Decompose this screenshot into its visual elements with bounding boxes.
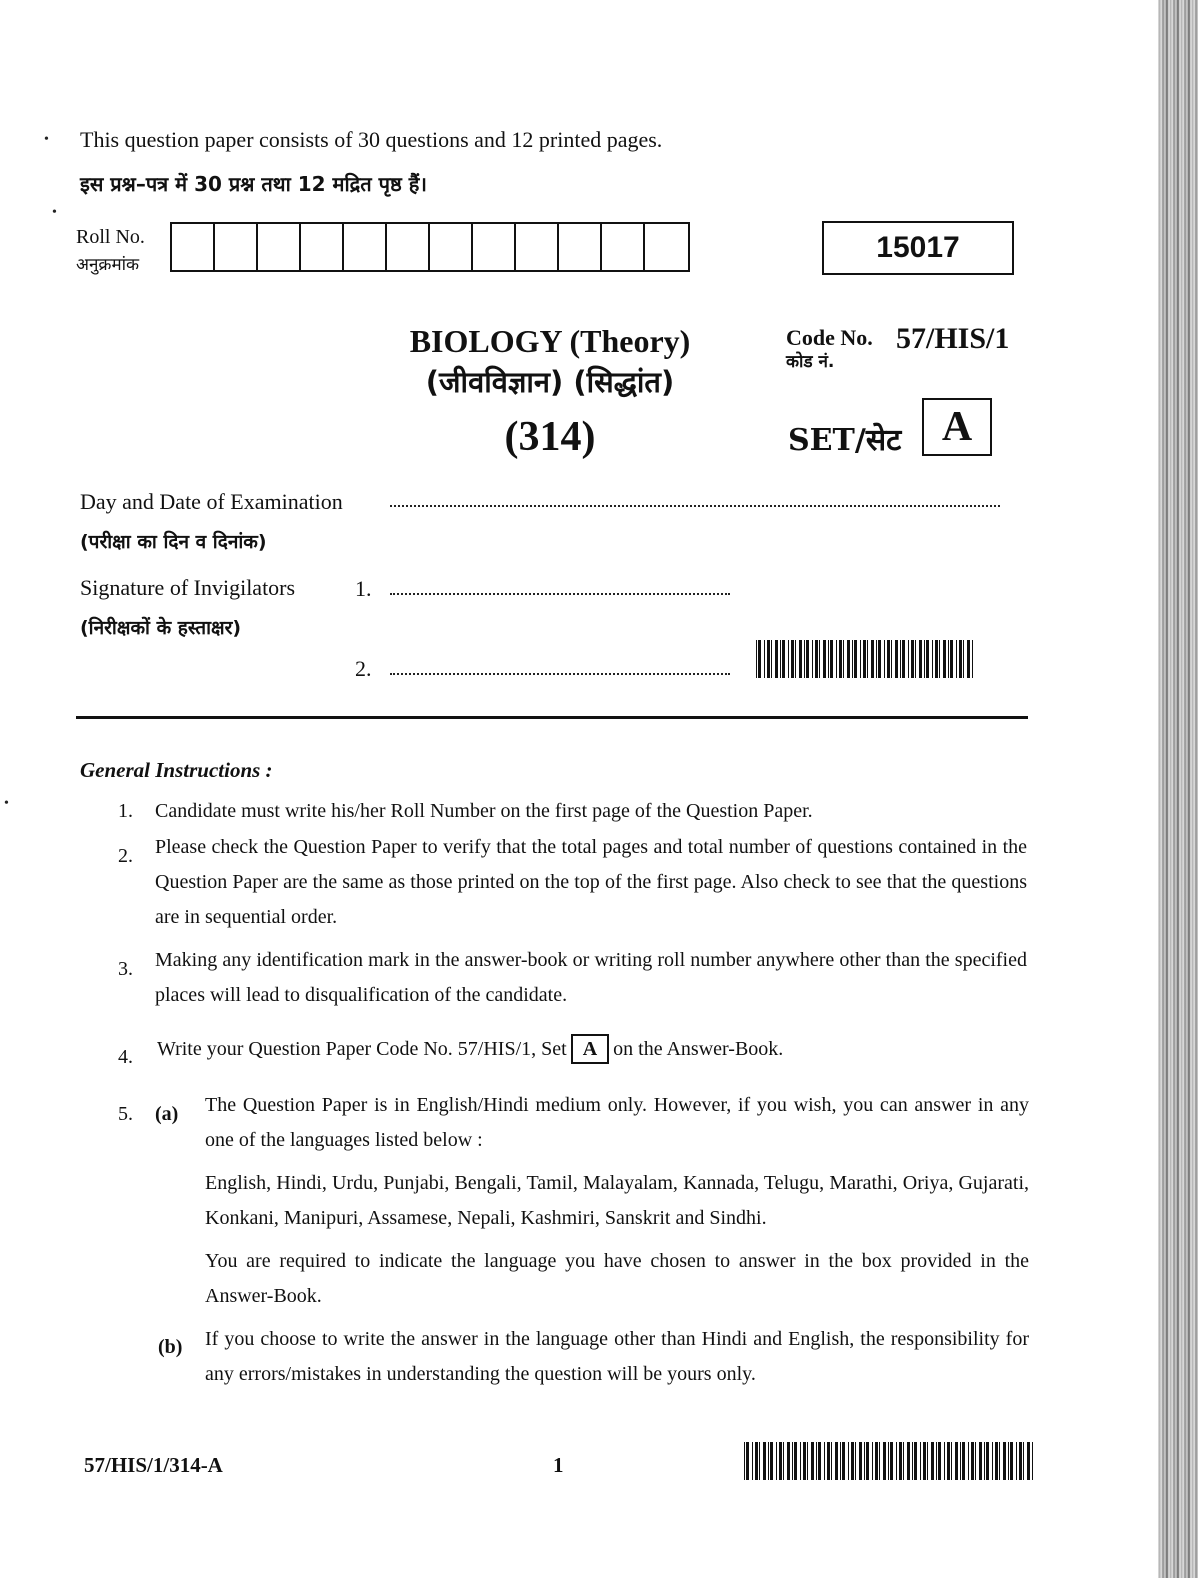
barcode-bar	[915, 640, 916, 678]
roll-digit-box[interactable]	[645, 224, 688, 270]
barcode-bar	[955, 1442, 958, 1480]
instruction-2-text: Please check the Question Paper to verify that the total pages and total number of questions contained in the Question Paper are the same as those printed on the top of the first page. Also check to see that the questions are in sequential order.	[155, 836, 1027, 928]
barcode-bar	[975, 1442, 976, 1480]
barcode-bar	[792, 1442, 793, 1480]
roll-digit-box[interactable]	[430, 224, 473, 270]
instruction-5a-note: You are required to indicate the language you have chosen to answer in the box provided in the Answer-Book.	[205, 1250, 1029, 1307]
barcode-bar	[986, 1442, 989, 1480]
scan-speck: •	[44, 132, 49, 147]
barcode-bar	[960, 1442, 961, 1480]
barcode-bar	[891, 640, 892, 678]
barcode-bar	[776, 1442, 777, 1480]
barcode-bar	[939, 640, 940, 678]
invigilator-2-number: 2.	[355, 656, 372, 681]
barcode-bar	[840, 1442, 841, 1480]
barcode-bar	[763, 1442, 766, 1480]
barcode-bar	[875, 1442, 878, 1480]
set-label: SET/सेट	[788, 423, 902, 458]
pages-info-en: This question paper consists of 30 questions and 12 printed pages.	[80, 127, 663, 152]
barcode-bar	[1003, 1442, 1006, 1480]
barcode-bar	[920, 1442, 921, 1480]
subject-title	[380, 323, 720, 461]
instruction-1-text: Candidate must write his/her Roll Number on the first page of the Question Paper.	[155, 800, 813, 822]
barcode-bar	[895, 640, 898, 678]
barcode-bar	[1008, 1442, 1009, 1480]
barcode-bar	[803, 1442, 806, 1480]
barcode-bar	[872, 1442, 873, 1480]
instruction-5a-languages: English, Hindi, Urdu, Punjabi, Bengali, Tamil, Malayalam, Kannada, Telugu, Marathi, Oriya, Gujarati, Konkani, Manipuri, Assamese, Nepali, Kashmiri, Sanskrit and Sindhi.	[205, 1172, 1029, 1229]
barcode-bar	[791, 640, 794, 678]
pages-info-hi: इस प्रश्न–पत्र में 30 प्रश्न तथा 12 मद्रित पृष्ठ हैं।	[80, 172, 427, 196]
barcode-bar	[830, 640, 833, 678]
barcode-top	[756, 640, 976, 678]
barcode-bar	[764, 640, 765, 678]
exam-date-field[interactable]	[390, 505, 1000, 507]
barcode-bar	[938, 1442, 941, 1480]
barcode-bar	[900, 640, 901, 678]
barcode-bottom	[744, 1442, 1036, 1480]
barcode-bar	[823, 640, 826, 678]
instruction-2-number: 2.	[118, 845, 133, 867]
barcode-bar	[800, 1442, 801, 1480]
instruction-5a-text: The Question Paper is in English/Hindi medium only. However, if you wish, you can answer in any one of the languages listed below :	[205, 1094, 1029, 1151]
barcode-bar	[896, 1442, 897, 1480]
barcode-bar	[787, 1442, 790, 1480]
barcode-bar	[932, 640, 933, 678]
invigilator-label-hi: (निरीक्षकों के हस्ताक्षर)	[80, 617, 242, 639]
barcode-bar	[851, 1442, 854, 1480]
header-divider	[76, 716, 1028, 719]
barcode-bar	[767, 640, 770, 678]
subject-name-hi: (जीवविज्ञान) (सिद्धांत)	[425, 365, 675, 399]
barcode-bar	[827, 1442, 830, 1480]
roll-label-hi: अनुक्रमांक	[76, 255, 140, 275]
instruction-4-number: 4.	[118, 1046, 133, 1068]
barcode-bar	[782, 640, 785, 678]
instruction-4-set-box: A	[571, 1034, 609, 1064]
barcode-bar	[828, 640, 829, 678]
barcode-bar	[943, 640, 946, 678]
barcode-bar	[931, 1442, 934, 1480]
barcode-bar	[1027, 1442, 1030, 1480]
barcode-bar	[876, 640, 877, 678]
barcode-bar	[871, 640, 874, 678]
barcode-bar	[756, 640, 757, 678]
barcode-bar	[1010, 1442, 1013, 1480]
barcode-bar	[864, 1442, 865, 1480]
barcode-bar	[899, 1442, 902, 1480]
barcode-bar	[758, 640, 761, 678]
barcode-bar	[914, 1442, 917, 1480]
roll-label-en: Roll No.	[76, 226, 145, 248]
barcode-bar	[770, 1442, 773, 1480]
barcode-bar	[818, 1442, 821, 1480]
barcode-bar	[859, 1442, 862, 1480]
barcode-bar	[984, 1442, 985, 1480]
code-label-hi: कोड नं.	[786, 352, 835, 372]
barcode-bar	[860, 640, 861, 678]
barcode-bar	[951, 1442, 952, 1480]
roll-digit-box[interactable]	[258, 224, 301, 270]
invigilator-1-signature-field[interactable]	[390, 593, 730, 595]
scan-edge-shadow	[1158, 0, 1198, 1578]
barcode-bar	[923, 1442, 926, 1480]
barcode-bar	[883, 1442, 886, 1480]
roll-digit-box[interactable]	[387, 224, 430, 270]
barcode-bar	[963, 640, 964, 678]
barcode-bar	[907, 1442, 910, 1480]
barcode-bar	[816, 1442, 817, 1480]
barcode-bar	[968, 1442, 969, 1480]
invigilator-2-signature-field[interactable]	[390, 673, 730, 675]
barcode-bar	[847, 640, 850, 678]
barcode-bar	[768, 1442, 769, 1480]
roll-digit-box[interactable]	[301, 224, 344, 270]
footer-paper-code: 57/HIS/1/314-A	[84, 1453, 223, 1477]
scan-speck: •	[52, 205, 57, 220]
barcode-bar	[824, 1442, 825, 1480]
barcode-bar	[842, 1442, 845, 1480]
roll-digit-box[interactable]	[516, 224, 559, 270]
barcode-bar	[836, 640, 837, 678]
exam-date-label	[80, 484, 343, 560]
barcode-bar	[887, 640, 890, 678]
barcode-bar	[947, 1442, 950, 1480]
barcode-bar	[912, 1442, 913, 1480]
barcode-bar	[780, 640, 781, 678]
barcode-bar	[788, 640, 789, 678]
scan-speck: •	[4, 796, 9, 811]
exam-date-label-hi: (परीक्षा का दिन व दिनांक)	[80, 531, 267, 553]
barcode-bar	[878, 640, 881, 678]
barcode-bar	[902, 640, 905, 678]
roll-digit-box[interactable]	[473, 224, 516, 270]
invigilator-label-en: Signature of Invigilators	[80, 575, 296, 600]
barcode-bar	[999, 1442, 1000, 1480]
instruction-5b-label: (b)	[158, 1336, 183, 1358]
instruction-4-text	[157, 1032, 1029, 1067]
instruction-1-number: 1.	[118, 800, 133, 822]
instruction-5-number: 5.	[118, 1103, 133, 1125]
exam-date-label-en: Day and Date of Examination	[80, 489, 343, 514]
instruction-4-before: Write your Question Paper Code No. 57/HIS/1, Set	[157, 1038, 567, 1060]
barcode-bar	[962, 1442, 965, 1480]
barcode-bar	[794, 1442, 797, 1480]
barcode-bar	[919, 640, 922, 678]
barcode-bar	[908, 640, 909, 678]
barcode-bar	[911, 640, 914, 678]
code-label-en: Code No.	[786, 325, 873, 350]
barcode-bar	[1016, 1442, 1017, 1480]
barcode-bar	[948, 640, 949, 678]
barcode-bar	[971, 1442, 974, 1480]
barcode-bar	[956, 640, 957, 678]
roll-digit-box[interactable]	[215, 224, 258, 270]
barcode-bar	[866, 1442, 869, 1480]
barcode-bar	[835, 1442, 838, 1480]
barcode-bar	[959, 640, 962, 678]
code-value: 57/HIS/1	[896, 322, 1010, 355]
barcode-bar	[926, 640, 929, 678]
barcode-bar	[807, 1442, 808, 1480]
barcode-bar	[863, 640, 866, 678]
barcode-bar	[811, 1442, 814, 1480]
invigilator-1-number: 1.	[355, 576, 372, 601]
barcode-bar	[1023, 1442, 1024, 1480]
barcode-bar	[944, 1442, 945, 1480]
barcode-bar	[831, 1442, 832, 1480]
set-box: A	[922, 398, 992, 456]
barcode-bar	[1019, 1442, 1022, 1480]
barcode-bar	[995, 1442, 998, 1480]
barcode-bar	[935, 640, 938, 678]
barcode-bar	[867, 640, 868, 678]
barcode-bar	[972, 640, 973, 678]
barcode-bar	[852, 640, 853, 678]
instruction-5b-text: If you choose to write the answer in the language other than Hindi and English, the responsibility for any errors/mistakes in understanding the question will be yours only.	[205, 1328, 1029, 1385]
barcode-bar	[752, 1442, 753, 1480]
instruction-3-number: 3.	[118, 958, 133, 980]
barcode-bar	[795, 640, 796, 678]
footer-page-number: 1	[553, 1453, 564, 1477]
instruction-3-text: Making any identification mark in the answer-book or writing roll number anywhere other than the specified places will lead to disqualification of the candidate.	[155, 949, 1027, 1006]
barcode-bar	[799, 640, 802, 678]
subject-number: (314)	[504, 414, 596, 460]
barcode-bar	[783, 1442, 784, 1480]
barcode-bar	[1032, 1442, 1033, 1480]
barcode-bar	[804, 640, 805, 678]
roll-digit-box[interactable]	[602, 224, 645, 270]
barcode-bar	[884, 640, 885, 678]
invigilator-label	[80, 570, 295, 646]
barcode-bar	[746, 1442, 749, 1480]
barcode-bar	[879, 1442, 880, 1480]
serial-number-box: 15017	[822, 221, 1014, 275]
barcode-bar	[950, 640, 953, 678]
barcode-bar	[854, 640, 857, 678]
roll-number-label	[76, 223, 145, 279]
barcode-bar	[815, 640, 818, 678]
roll-digit-box[interactable]	[344, 224, 387, 270]
barcode-bar	[812, 640, 813, 678]
barcode-bar	[848, 1442, 849, 1480]
barcode-bar	[979, 1442, 982, 1480]
barcode-bar	[936, 1442, 937, 1480]
barcode-bar	[779, 1442, 782, 1480]
barcode-bar	[806, 640, 809, 678]
barcode-bar	[992, 1442, 993, 1480]
barcode-bar	[755, 1442, 758, 1480]
barcode-bar	[744, 1442, 745, 1480]
barcode-bar	[843, 640, 844, 678]
subject-name-en: BIOLOGY (Theory)	[409, 323, 691, 359]
barcode-bar	[819, 640, 820, 678]
barcode-bar	[924, 640, 925, 678]
barcode-bar	[967, 640, 970, 678]
roll-digit-box[interactable]	[172, 224, 215, 270]
barcode-bar	[855, 1442, 856, 1480]
code-label	[786, 326, 873, 374]
instruction-4-after: on the Answer-Book.	[613, 1038, 784, 1060]
barcode-bar	[775, 640, 778, 678]
barcode-bar	[927, 1442, 928, 1480]
roll-number-boxes[interactable]	[170, 222, 690, 272]
barcode-bar	[759, 1442, 760, 1480]
barcode-bar	[903, 1442, 904, 1480]
barcode-bar	[888, 1442, 889, 1480]
barcode-bar	[890, 1442, 893, 1480]
barcode-bar	[771, 640, 772, 678]
instructions-title: General Instructions :	[80, 758, 273, 782]
roll-digit-box[interactable]	[559, 224, 602, 270]
instruction-5a-label: (a)	[155, 1103, 179, 1125]
barcode-bar	[839, 640, 842, 678]
